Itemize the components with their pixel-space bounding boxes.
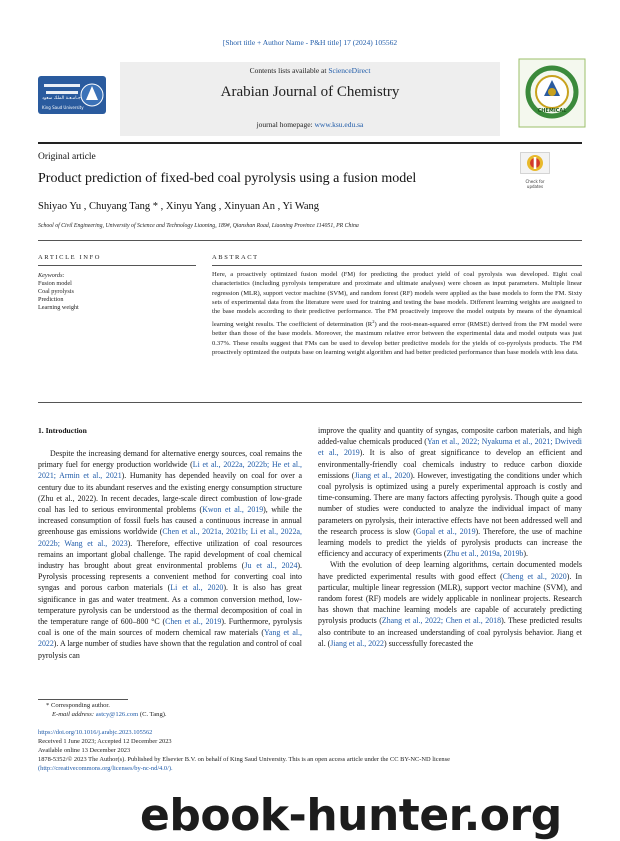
intro-paragraph (38, 448, 302, 661)
citation-link[interactable]: Cheng et al., 2020 (502, 571, 567, 581)
citation-link[interactable]: Chen et al., 2021a, 2021b; Li et al., 2022a, 2022b; Wang et al., 2023 (38, 527, 302, 548)
intro-paragraph (318, 559, 582, 649)
watermark: ebook-hunter.org (140, 790, 562, 841)
body-text: ). Therefore, effective utilization of coal resources remains an important global challenge. The rapid development of coal chemical industry has brought about great environmental problems ( (38, 538, 302, 571)
body-text: ). These predicted results also contribute to an increased understanding of coal pyrolysis behavior. Jiang et al. ( (318, 616, 583, 648)
email-suffix: (C. Tang). (138, 711, 167, 718)
contents-available-line (120, 66, 500, 75)
ksu-logo-english: King Saud University (42, 105, 84, 110)
body-text: ). Therefore, the use of machine learning models to predict the yields of pyrolysis products can increase the efficiency and accuracy of experiments ( (318, 526, 582, 559)
abstract-bottom-divider (38, 402, 582, 403)
citation-link[interactable]: Yang et al., 2022 (38, 628, 302, 649)
introduction-heading: 1. Introduction (38, 426, 87, 435)
abstract-text-2: ) and the root-mean-squared error (RMSE) derived from the FM model were better than those of the base models. Moreover, the maximum relative error between the experimental data and model outputs was just 0.37%. These results suggest that FMs can be used to develop better predictive models for the yields of co-pyrolysis products. The FM proactively optimized the outputs base on learning weight algorithm and had better predicted performance than base models with less data. (212, 320, 583, 356)
affiliation: School of Civil Engineering, University of Science and Technology Liaoning, 189#, Qianshan Road, Liaoning Province 114051, PR China (38, 223, 359, 229)
ksu-logo (36, 74, 108, 116)
affiliation-divider (38, 240, 582, 241)
crossmark-line1: Check for (525, 179, 545, 184)
body-text: ). (523, 549, 528, 559)
keywords-label: Keywords: (38, 272, 65, 279)
body-text: ). In particular, multiple linear regression (MLR), support vector machine (SVM), and random forest (RF) models are widely applicable in nonlinear projects. Research has shown that machine learning models are capable of accurately predicting pyrolysis products ( (318, 571, 582, 626)
abstract-body (212, 270, 582, 357)
body-text: Despite the increasing demand for alternative energy sources, coal remains the primary fuel for energy production worldwide ( (38, 449, 302, 470)
citation-link[interactable]: Li et al., 2022a, 2022b; He et al., 2021; Armin et al., 2021 (38, 460, 302, 481)
keyword-item: Learning weight (38, 304, 79, 311)
body-text: ). Furthermore, pyrolysis coal is one of the main sources of modern chemical raw materials ( (38, 617, 302, 638)
citation-link[interactable]: Jiang et al., 2022 (330, 638, 384, 648)
license-link[interactable] (38, 765, 173, 774)
intro-paragraph (318, 425, 582, 559)
available-online: Available online 13 December 2023 (38, 747, 131, 754)
email-link[interactable]: astcy@126.com (95, 711, 139, 718)
article-info-divider (38, 265, 196, 266)
ksu-logo-arabic: جـامـعـة الملك سعود (42, 96, 81, 101)
journal-cover-label: CHEMICAL (537, 108, 567, 114)
citation-link[interactable]: Zhu et al., 2019a, 2019b (446, 549, 524, 559)
sciencedirect-link[interactable]: ScienceDirect (328, 66, 371, 75)
doi-text[interactable]: https://doi.org/10.1016/j.arabjc.2023.105562 (38, 729, 153, 736)
crossmark-line2: updates (526, 184, 544, 189)
copyright-line: 1878-5352/© 2023 The Author(s). Published by Elsevier B.V. on behalf of King Saud University. This is an open access article under the CC BY-NC-ND license (38, 756, 450, 763)
email-line (52, 710, 167, 719)
abstract-superscript: 2 (372, 318, 375, 324)
crossmark-badge[interactable] (520, 152, 550, 189)
doi-link[interactable] (38, 729, 152, 738)
corresponding-author-note: * Corresponding author. (46, 702, 110, 709)
body-text: ). It is also has great significance in gas and water treatment. As a common conversion method, low-temperature pyrolysis can be understood as the thermal decomposition of coal in the temperature range of 600–800 °C ( (38, 583, 303, 627)
keyword-item: Fusion model (38, 280, 72, 287)
header-divider (38, 142, 582, 144)
body-text: ). However, investigating the conditions under which coal pyrolysis is optimized using a purely experimental approach is costly and time-consuming. There are many factors affecting pyrolysis. Though quite a good number of studies were conducted to analyze the individual impact of many parameters on pyrolysis, their interactive effects have not been addressed well and the research process is slow ( (318, 470, 582, 536)
citation-link[interactable]: Li et al., 2020 (170, 583, 224, 593)
homepage-link[interactable]: www.ksu.edu.sa (314, 120, 364, 129)
citation-link[interactable]: Zhang et al., 2022; Chen et al., 2018 (381, 616, 502, 626)
journal-homepage-line (120, 120, 500, 129)
citation-link[interactable]: Ju et al., 2024 (244, 561, 298, 571)
body-text: ), while the increased consumption of fossil fuels has caused a continuous increase in annual greenhouse gas emissions worldwide ( (38, 505, 303, 537)
journal-cover-icon (518, 58, 586, 128)
body-text: ) successfully forecasted the (383, 638, 474, 648)
abstract-heading: ABSTRACT (212, 254, 259, 261)
citation-link[interactable]: Chen et al., 2019 (165, 617, 222, 627)
author-list: Shiyao Yu , Chuyang Tang * , Xinyu Yang , Xinyuan An , Yi Wang (38, 201, 320, 212)
contents-prefix: Contents lists available at (249, 66, 327, 75)
keyword-item: Prediction (38, 296, 64, 303)
journal-cover-logo[interactable] (518, 58, 586, 128)
received-dates: Received 1 June 2023; Accepted 12 December 2023 (38, 738, 172, 745)
article-info-heading: ARTICLE INFO (38, 254, 102, 261)
article-type: Original article (38, 152, 96, 162)
citation-link[interactable]: Kwon et al., 2019 (202, 505, 264, 515)
license-url[interactable]: (http://creativecommons.org/licenses/by-nc-nd/4.0/). (38, 765, 173, 772)
footnote-divider (38, 699, 128, 700)
citation-link[interactable]: Gopal et al., 2019 (415, 526, 476, 536)
body-text: With the evolution of deep learning algorithms, certain documented models have predicted experimental results with good effect ( (318, 560, 582, 581)
abstract-divider (212, 265, 582, 266)
body-text: ). Humanity has depended heavily on coal for over a century due to its abundant reserves and the existing energy consumption structure (Zhu et al., 2022). In recent decades, large-scale direct combustion of low-grade coal has led to serious environmental problems ( (38, 471, 302, 515)
abstract-text-1: Here, a proactively optimized fusion model (FM) for predicting the product yield of coal pyrolysis was developed. Eight coal characteristics (including pyrolysis temperature and proximate and ultimate analyses) were chosen as input parameters. Multiple linear regression (MLR), support vector machine (SVM), and random forest (RF) models were applied as the base models to form the FM. Sixty sets of experimental data from the literature were used for training and testing the base models. Different learning weights are assigned to the base models according to their predictive performance. The FM proactively improve the model outputs by means of the dynamical learning weight results. The coefficient of determination (R (212, 271, 582, 328)
body-text: improve the quality and quantity of syngas, composite carbon materials, and high added-value chemicals produced ( (318, 426, 582, 447)
citation-link[interactable]: Jiang et al., 2020 (354, 470, 411, 480)
intro-right-column (318, 425, 582, 649)
homepage-prefix: journal homepage: (256, 120, 313, 129)
running-header[interactable]: [Short title + Author Name - P&H title] 17 (2024) 105562 (222, 38, 398, 47)
body-text: ). Pyrolysis processing represents a convenient method for converting coal into syngas and porous carbon materials ( (38, 561, 302, 593)
body-text: ). It is also of great significance to develop an efficient and environmentally-friendly coal chemicals industry to reduce carbon dioxide emissions ( (318, 448, 583, 480)
journal-banner (120, 62, 500, 136)
citation-link[interactable]: Yan et al., 2022; Nyakuma et al., 2021; Dwivedi et al., 2019 (318, 437, 582, 458)
keyword-item: Coal pyrolysis (38, 288, 74, 295)
body-text: ). A large number of studies have shown that the regulation and control of coal pyrolysis can (38, 639, 302, 660)
article-title: Product prediction of fixed-bed coal pyrolysis using a fusion model (38, 171, 417, 186)
crossmark-icon (520, 152, 550, 174)
intro-left-column (38, 448, 302, 661)
journal-name[interactable]: Arabian Journal of Chemistry (220, 84, 400, 100)
email-label: E-mail address: (52, 711, 95, 718)
